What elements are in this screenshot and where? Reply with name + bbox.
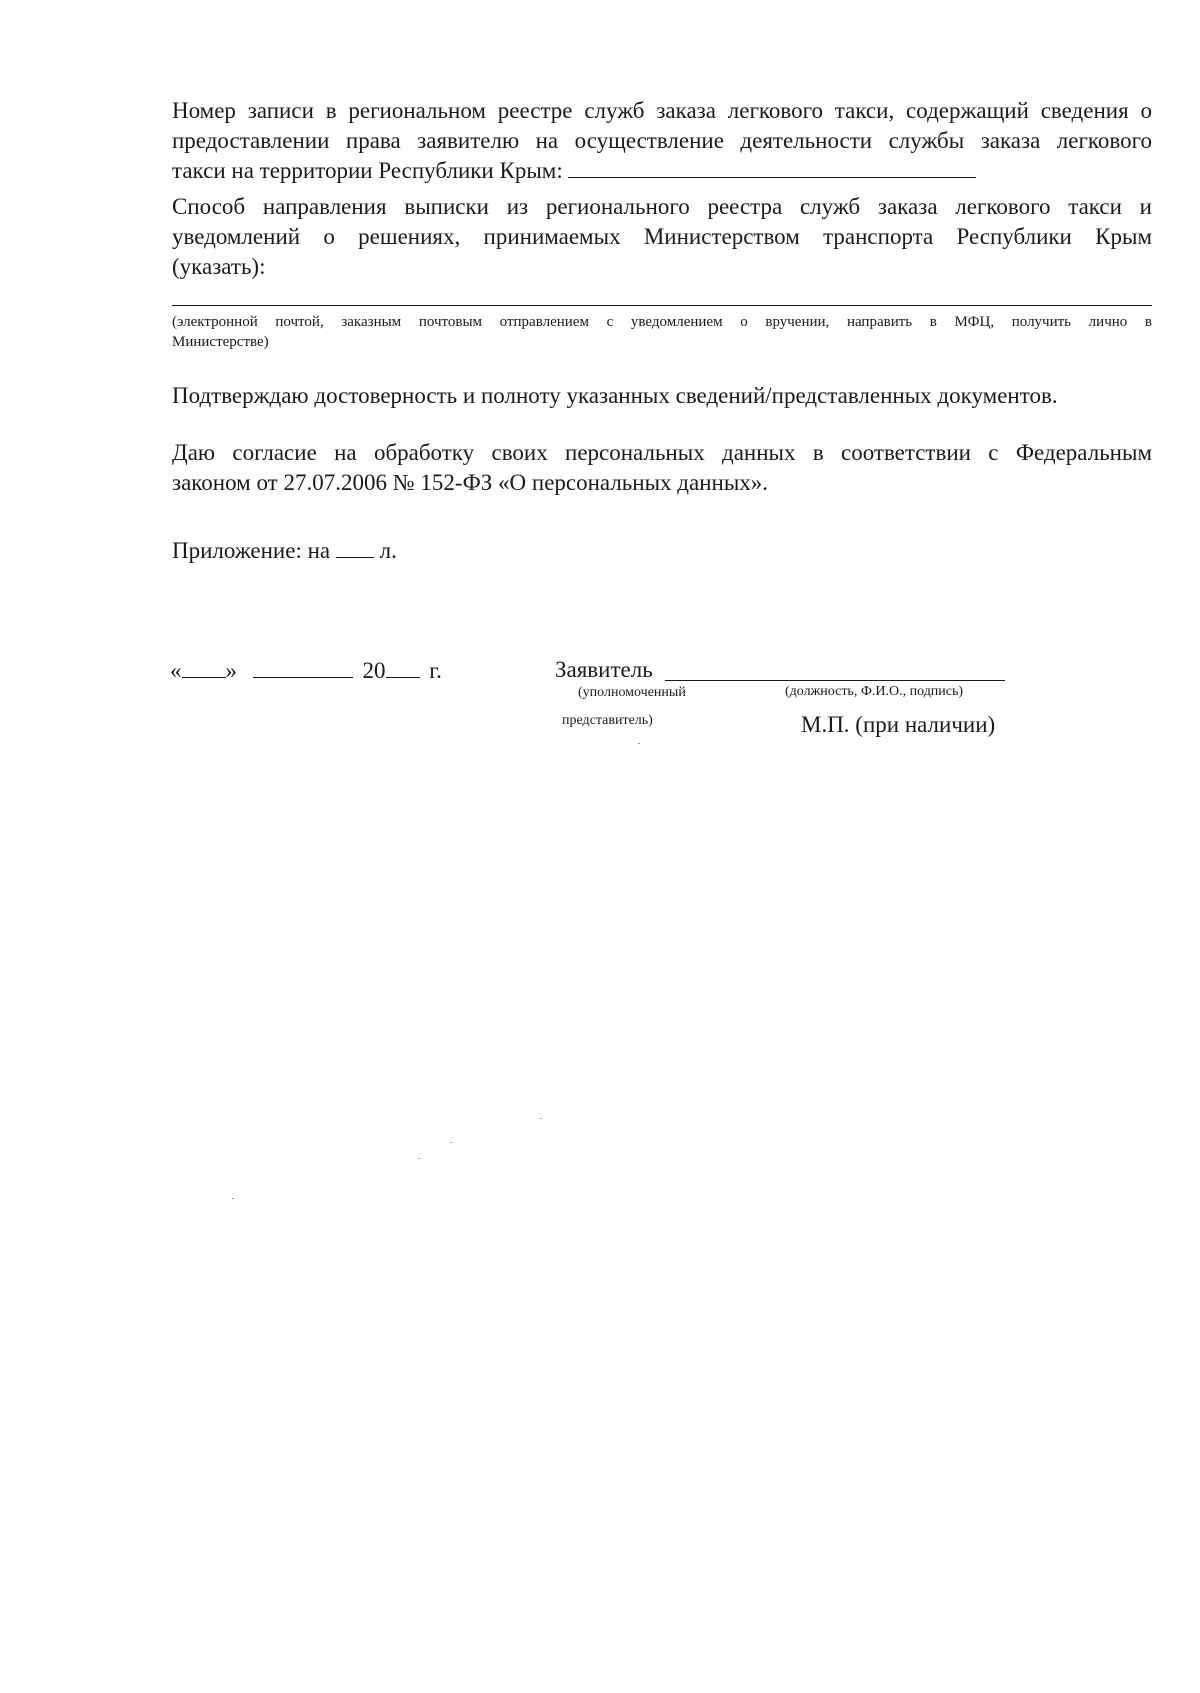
attachment-unit: л. (379, 538, 397, 563)
date-year-field[interactable] (386, 659, 420, 678)
consent-line-2: законом от 27.07.2006 № 152-ФЗ «О персональных данных». (172, 470, 769, 495)
applicant-label: Заявитель (555, 657, 653, 682)
registry-line-3-text: такси на территории Республики Крым: (172, 158, 563, 183)
scan-speck (540, 1118, 542, 1119)
delivery-paragraph (172, 192, 1152, 282)
delivery-hint-line-1: (электронной почтой, заказным почтовым отправлением с уведомлением о вручении, направить в МФЦ, получить лично в (172, 314, 1152, 330)
confirm-paragraph (172, 381, 1152, 411)
applicant-label-row (555, 655, 653, 685)
date-month-field[interactable] (253, 659, 353, 678)
scan-speck (232, 1198, 234, 1199)
delivery-line-3: (указать): (172, 254, 266, 279)
date-line (170, 656, 442, 686)
delivery-hint (172, 312, 1152, 352)
applicant-signature-field[interactable] (665, 680, 1005, 681)
attachment-label: Приложение: на (172, 538, 331, 563)
registry-paragraph (172, 96, 1152, 186)
registry-line-3 (172, 156, 1152, 186)
rep-label-line-1: (уполномоченный (578, 685, 686, 700)
date-close-quote: » (225, 658, 237, 683)
confirm-text: Подтверждаю достоверность и полноту указанных сведений/представленных документов. (172, 383, 1058, 408)
attachment-line (172, 536, 1152, 566)
registry-line-1: Номер записи в региональном реестре служб заказа легкового такси, содержащий сведения о (172, 98, 1152, 123)
scan-speck (450, 1142, 452, 1143)
scan-speck (418, 1158, 420, 1159)
delivery-line-2: уведомлений о решениях, принимаемых Министерством транспорта Республики Крым (172, 224, 1152, 249)
signature-fields-hint: (должность, Ф.И.О., подпись) (785, 684, 964, 699)
delivery-hint-line-2: Министерстве) (172, 334, 269, 350)
attachment-pages-field[interactable] (336, 537, 374, 558)
attachment-row (172, 536, 1152, 566)
consent-paragraph (172, 438, 1152, 498)
date-day-field[interactable] (182, 659, 226, 678)
date-year-suffix: г. (429, 658, 442, 683)
delivery-line-1: Способ направления выписки из регионального реестра служб заказа легкового такси и (172, 194, 1152, 219)
registry-line-2: предоставлении права заявителю на осуществление деятельности службы заказа легкового (172, 128, 1152, 153)
rep-label-line-2: представитель) (562, 713, 653, 728)
scan-speck (638, 743, 640, 744)
date-open-quote: « (170, 658, 182, 683)
date-year-prefix: 20 (362, 658, 386, 683)
registry-number-field[interactable] (568, 157, 976, 178)
stamp-label: М.П. (при наличии) (801, 712, 996, 737)
delivery-method-field[interactable] (172, 305, 1152, 306)
consent-line-1: Даю согласие на обработку своих персональных данных в соответствии с Федеральным (172, 440, 1152, 465)
